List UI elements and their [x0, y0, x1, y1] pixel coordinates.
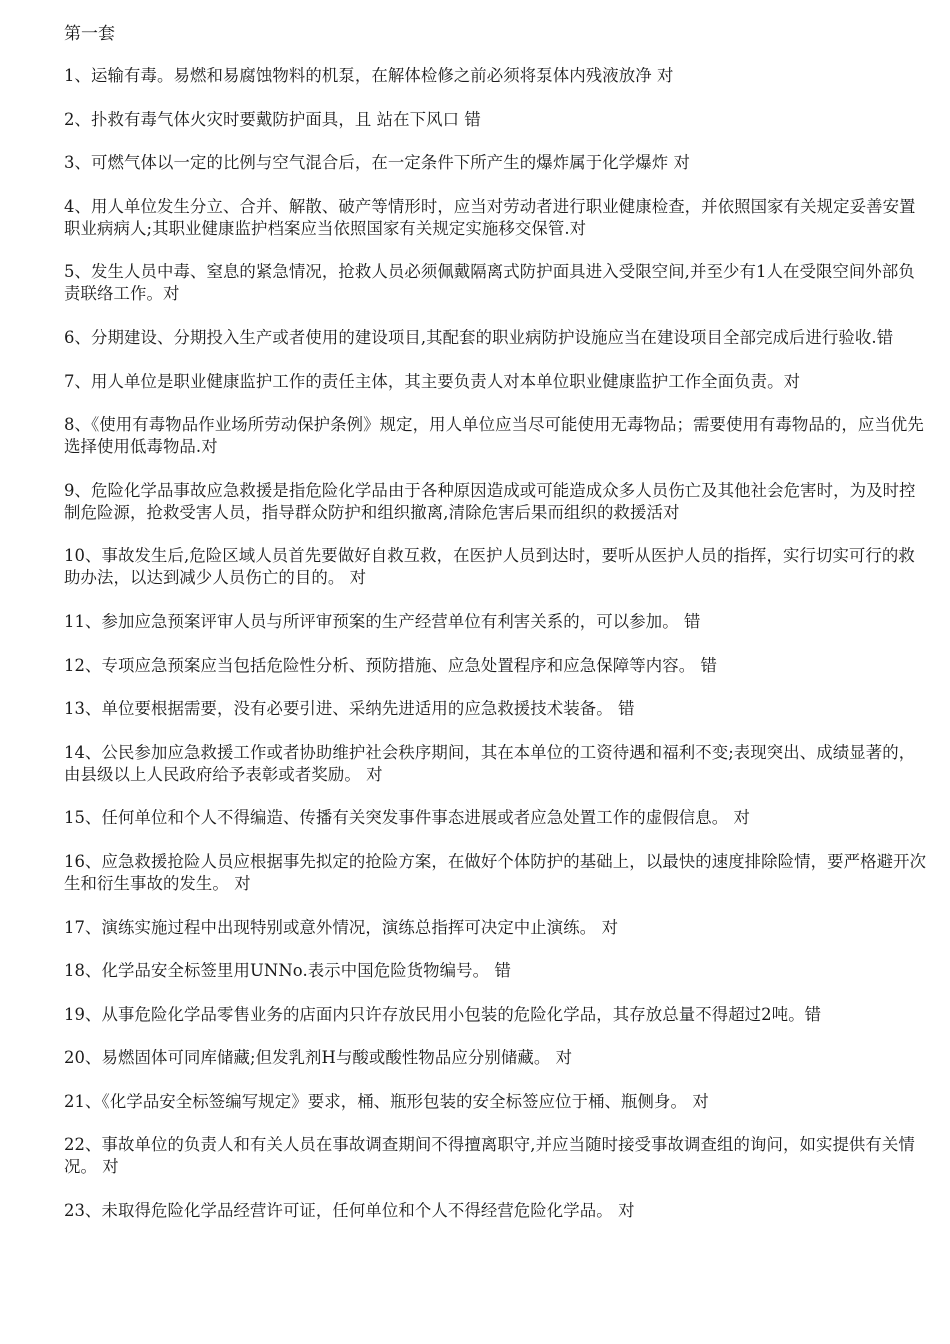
- question-item: 20、易燃固体可同库储藏;但发乳剂H与酸或酸性物品应分别储藏。 对: [64, 1048, 573, 1068]
- question-item: 15、任何单位和个人不得编造、传播有关突发事件事态进展或者应急处置工作的虚假信息。 对: [64, 808, 750, 828]
- document-page: [64, 22, 930, 1244]
- question-item: 6、分期建设、分期投入生产或者使用的建设项目,其配套的职业病防护设施应当在建设项目全部完成后进行验收.错: [64, 327, 894, 347]
- question-item: 5、发生人员中毒、窒息的紧急情况，抢救人员必须佩戴隔离式防护面具进入受限空间,并至少有1人在受限空间外部负责联络工作。对: [64, 262, 915, 304]
- question-item: 14、公民参加应急救援工作或者协助维护社会秩序期间，其在本单位的工资待遇和福利不变;表现突出、成绩显著的，由县级以上人民政府给予表彰或者奖励。 对: [64, 742, 916, 784]
- question-item: 17、演练实施过程中出现特别或意外情况，演练总指挥可决定中止演练。 对: [64, 917, 619, 937]
- question-item: 8、《使用有毒物品作业场所劳动保护条例》规定，用人单位应当尽可能使用无毒物品；需要使用有毒物品的，应当优先选择使用低毒物品.对: [64, 415, 924, 457]
- document-title: 第一套: [64, 24, 115, 44]
- question-item: 10、事故发生后,危险区域人员首先要做好自救互救，在医护人员到达时，要听从医护人员的指挥，实行切实可行的救助办法，以达到减少人员伤亡的目的。 对: [64, 546, 915, 588]
- question-item: 21、《化学品安全标签编写规定》要求，桶、瓶形包装的安全标签应位于桶、瓶侧身。 对: [64, 1091, 709, 1111]
- question-item: 1、运输有毒。易燃和易腐蚀物料的机泵，在解体检修之前必须将泵体内残液放净 对: [64, 66, 674, 85]
- question-item: 19、从事危险化学品零售业务的店面内只许存放民用小包装的危险化学品，其存放总量不得超过2吨。错: [64, 1004, 822, 1024]
- question-item: 16、应急救援抢险人员应根据事先拟定的抢险方案，在做好个体防护的基础上，以最快的速度排除险情，要严格避开次生和衍生事故的发生。 对: [64, 851, 927, 893]
- question-item: 2、扑救有毒气体火灾时要戴防护面具，且 站在下风口 错: [64, 109, 481, 129]
- question-item: 23、未取得危险化学品经营许可证，任何单位和个人不得经营危险化学品。 对: [64, 1201, 635, 1221]
- question-item: 9、危险化学品事故应急救援是指危险化学品由于各种原因造成或可能造成众多人员伤亡及其他社会危害时，为及时控制危险源，抢救受害人员，指导群众防护和组织撤离,清除危害后果而组织的救援活对: [64, 480, 916, 522]
- question-item: 18、化学品安全标签里用UNNo.表示中国危险货物编号。 错: [64, 961, 511, 981]
- question-item: 13、单位要根据需要，没有必要引进、采纳先进适用的应急救援技术装备。 错: [64, 699, 635, 719]
- question-item: 12、专项应急预案应当包括危险性分析、预防措施、应急处置程序和应急保障等内容。 错: [64, 655, 718, 675]
- question-item: 11、参加应急预案评审人员与所评审预案的生产经营单位有利害关系的，可以参加。 错: [64, 611, 701, 631]
- question-item: 3、可燃气体以一定的比例与空气混合后，在一定条件下所产生的爆炸属于化学爆炸 对: [64, 153, 690, 173]
- question-item: 22、事故单位的负责人和有关人员在事故调查期间不得擅离职守,并应当随时接受事故调查组的询问，如实提供有关情况。 对: [64, 1135, 915, 1177]
- question-item: 4、用人单位发生分立、合并、解散、破产等情形时，应当对劳动者进行职业健康检查，并依照国家有关规定妥善安置职业病病人;其职业健康监护档案应当依照国家有关规定实施移交保管.对: [64, 196, 916, 238]
- question-list: [64, 65, 930, 1222]
- question-item: 7、用人单位是职业健康监护工作的责任主体，其主要负责人对本单位职业健康监护工作全面负责。对: [64, 371, 801, 391]
